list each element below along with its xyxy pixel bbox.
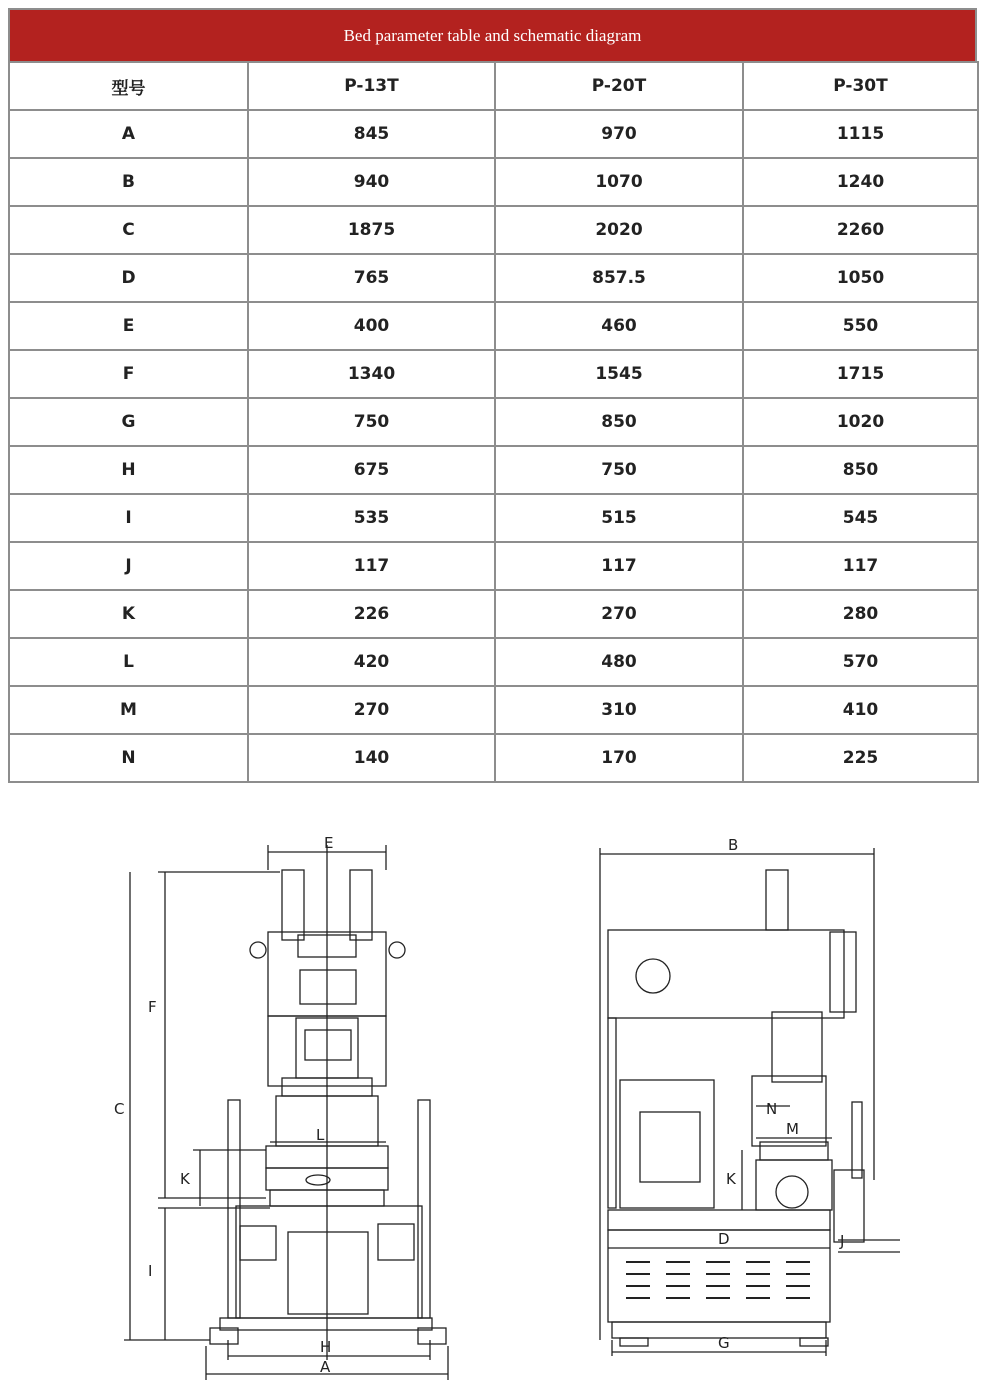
- param-value-cell: 1875: [248, 206, 495, 254]
- param-value-cell: 1340: [248, 350, 495, 398]
- table-row: [9, 590, 978, 638]
- header-p20t: P-20T: [495, 62, 743, 110]
- param-value-cell: 545: [743, 494, 978, 542]
- front-view: [124, 845, 448, 1380]
- label-f: F: [148, 998, 157, 1016]
- label-b: B: [728, 836, 739, 854]
- param-value-cell: 2020: [495, 206, 743, 254]
- label-a: A: [320, 1358, 331, 1376]
- parameter-table-container: [8, 8, 977, 783]
- param-value-cell: 460: [495, 302, 743, 350]
- table-title: Bed parameter table and schematic diagram: [8, 8, 977, 61]
- table-row: [9, 302, 978, 350]
- param-value-cell: 1240: [743, 158, 978, 206]
- param-value-cell: 117: [495, 542, 743, 590]
- param-value-cell: 280: [743, 590, 978, 638]
- table-row: [9, 206, 978, 254]
- table-row: [9, 446, 978, 494]
- param-label-cell: A: [9, 110, 248, 158]
- label-l: L: [316, 1126, 325, 1144]
- table-row: [9, 110, 978, 158]
- param-label-cell: H: [9, 446, 248, 494]
- header-model: 型号: [9, 62, 248, 110]
- label-i: I: [148, 1262, 153, 1280]
- table-row: [9, 542, 978, 590]
- param-label-cell: D: [9, 254, 248, 302]
- param-label-cell: L: [9, 638, 248, 686]
- param-label-cell: I: [9, 494, 248, 542]
- param-value-cell: 1115: [743, 110, 978, 158]
- param-value-cell: 480: [495, 638, 743, 686]
- param-value-cell: 850: [743, 446, 978, 494]
- param-value-cell: 550: [743, 302, 978, 350]
- param-value-cell: 1545: [495, 350, 743, 398]
- param-value-cell: 1070: [495, 158, 743, 206]
- param-value-cell: 675: [248, 446, 495, 494]
- schematic-diagram: [0, 800, 1000, 1398]
- param-value-cell: 225: [743, 734, 978, 782]
- param-value-cell: 750: [495, 446, 743, 494]
- param-value-cell: 117: [743, 542, 978, 590]
- param-label-cell: C: [9, 206, 248, 254]
- label-e: E: [324, 834, 334, 852]
- param-value-cell: 970: [495, 110, 743, 158]
- param-label-cell: G: [9, 398, 248, 446]
- table-row: [9, 494, 978, 542]
- table-row: [9, 638, 978, 686]
- table-row: [9, 158, 978, 206]
- param-value-cell: 2260: [743, 206, 978, 254]
- param-value-cell: 1715: [743, 350, 978, 398]
- param-value-cell: 270: [248, 686, 495, 734]
- param-value-cell: 1020: [743, 398, 978, 446]
- param-value-cell: 310: [495, 686, 743, 734]
- param-value-cell: 535: [248, 494, 495, 542]
- param-value-cell: 140: [248, 734, 495, 782]
- table-row: [9, 254, 978, 302]
- param-label-cell: F: [9, 350, 248, 398]
- param-value-cell: 226: [248, 590, 495, 638]
- param-value-cell: 1050: [743, 254, 978, 302]
- table-header-row: [9, 62, 978, 110]
- table-row: [9, 350, 978, 398]
- param-value-cell: 170: [495, 734, 743, 782]
- table-row: [9, 398, 978, 446]
- label-g: G: [718, 1334, 730, 1352]
- param-value-cell: 857.5: [495, 254, 743, 302]
- parameter-table: [8, 61, 979, 783]
- param-label-cell: N: [9, 734, 248, 782]
- param-label-cell: K: [9, 590, 248, 638]
- label-k-front: K: [180, 1170, 190, 1188]
- param-value-cell: 845: [248, 110, 495, 158]
- label-k-side: K: [726, 1170, 736, 1188]
- header-p13t: P-13T: [248, 62, 495, 110]
- header-p30t: P-30T: [743, 62, 978, 110]
- side-view: [600, 848, 900, 1356]
- param-value-cell: 410: [743, 686, 978, 734]
- param-label-cell: M: [9, 686, 248, 734]
- label-n: N: [766, 1100, 778, 1118]
- param-label-cell: B: [9, 158, 248, 206]
- label-h: H: [320, 1338, 332, 1356]
- label-d: D: [718, 1230, 730, 1248]
- param-value-cell: 400: [248, 302, 495, 350]
- label-j: J: [840, 1232, 845, 1250]
- param-value-cell: 750: [248, 398, 495, 446]
- table-row: [9, 686, 978, 734]
- param-value-cell: 765: [248, 254, 495, 302]
- param-value-cell: 570: [743, 638, 978, 686]
- param-value-cell: 117: [248, 542, 495, 590]
- param-value-cell: 270: [495, 590, 743, 638]
- param-value-cell: 850: [495, 398, 743, 446]
- param-value-cell: 515: [495, 494, 743, 542]
- table-row: [9, 734, 978, 782]
- param-value-cell: 420: [248, 638, 495, 686]
- param-label-cell: E: [9, 302, 248, 350]
- label-c: C: [114, 1100, 125, 1118]
- param-value-cell: 940: [248, 158, 495, 206]
- param-label-cell: J: [9, 542, 248, 590]
- label-m: M: [786, 1120, 799, 1138]
